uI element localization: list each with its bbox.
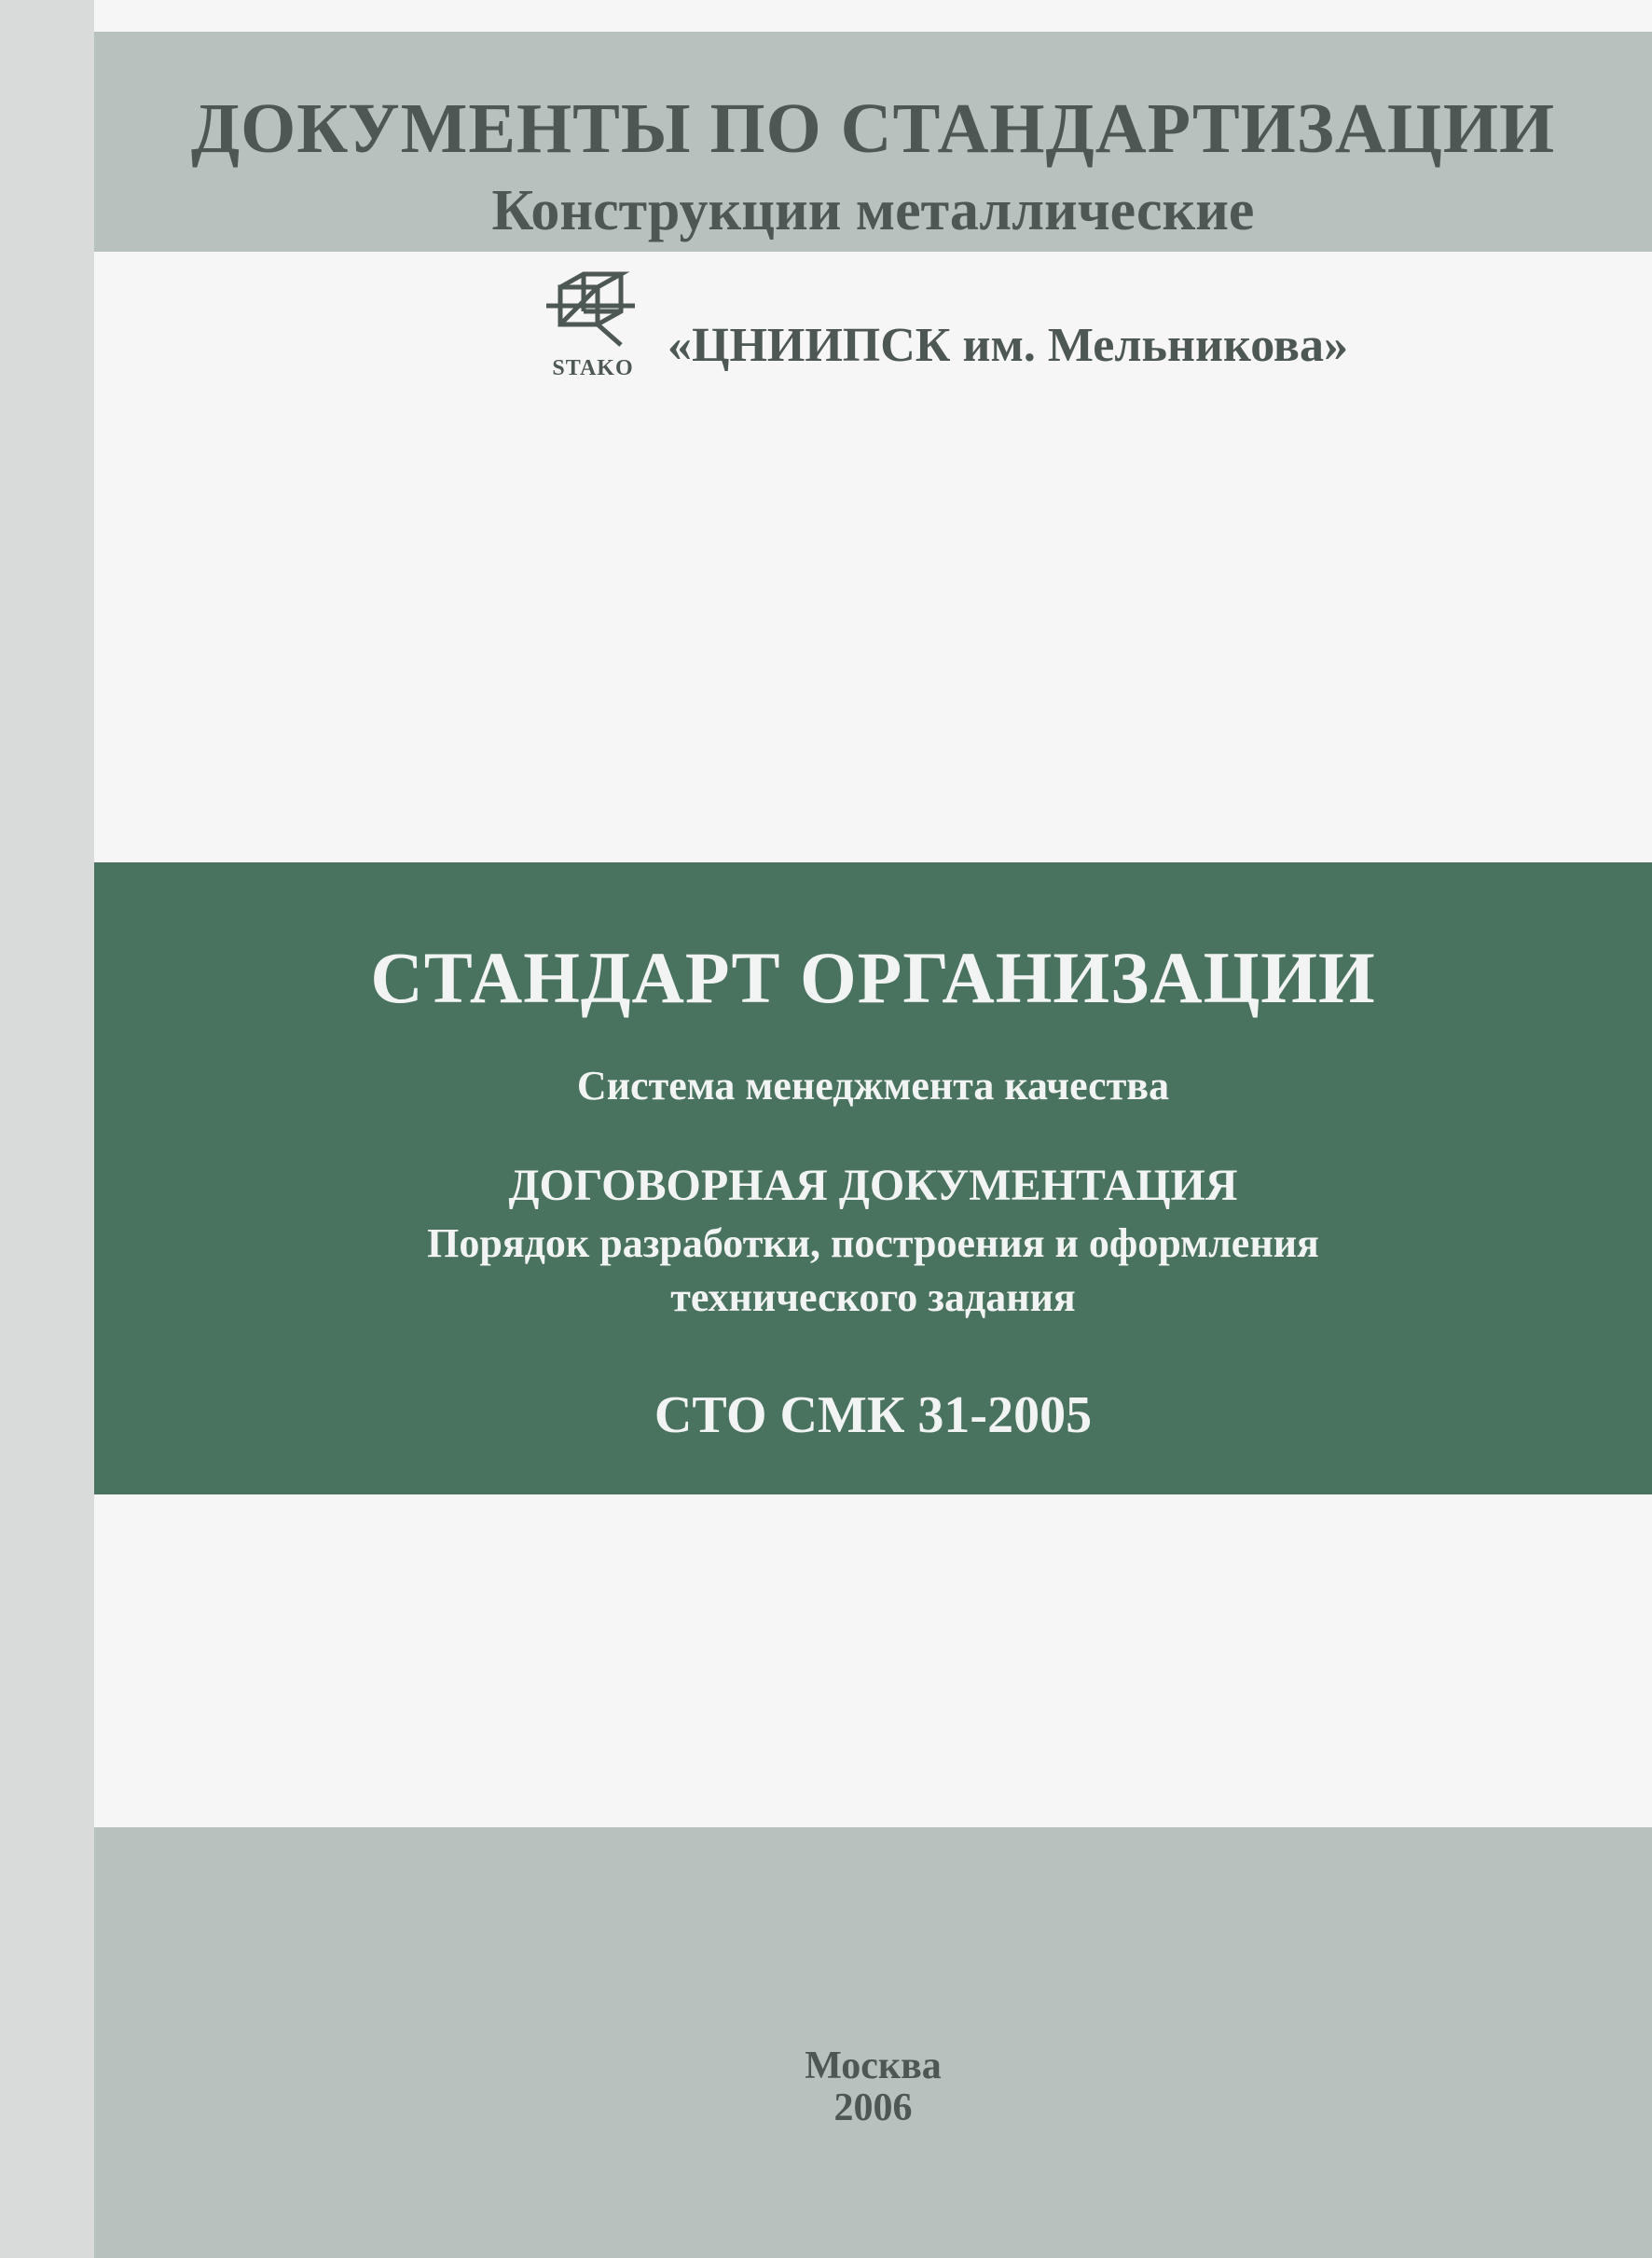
system-name: Система менеджмента качества <box>576 1063 1170 1108</box>
publication-city: Москва <box>805 2045 942 2087</box>
document-cover <box>94 0 1652 2258</box>
logo-caption: STAKO <box>552 356 634 380</box>
document-type: ДОГОВОРНАЯ ДОКУМЕНТАЦИЯ <box>508 1161 1238 1210</box>
organization-name: «ЦНИИПСК им. Мельникова» <box>668 319 1349 372</box>
series-subtitle: Конструкции металлические <box>491 179 1255 242</box>
standard-code: СТО СМК 31-2005 <box>654 1386 1093 1444</box>
description-line-1: Порядок разработки, построения и оформления <box>427 1220 1319 1266</box>
footer-band <box>94 1827 1652 2258</box>
standard-band <box>94 862 1652 1494</box>
standard-title: СТАНДАРТ ОРГАНИЗАЦИИ <box>370 937 1376 1018</box>
stako-logo <box>542 270 644 382</box>
description-line-2: технического задания <box>670 1274 1076 1320</box>
publication-year: 2006 <box>833 2086 913 2129</box>
series-title: ДОКУМЕНТЫ ПО СТАНДАРТИЗАЦИИ <box>190 89 1556 168</box>
stako-logo-icon <box>542 270 644 354</box>
